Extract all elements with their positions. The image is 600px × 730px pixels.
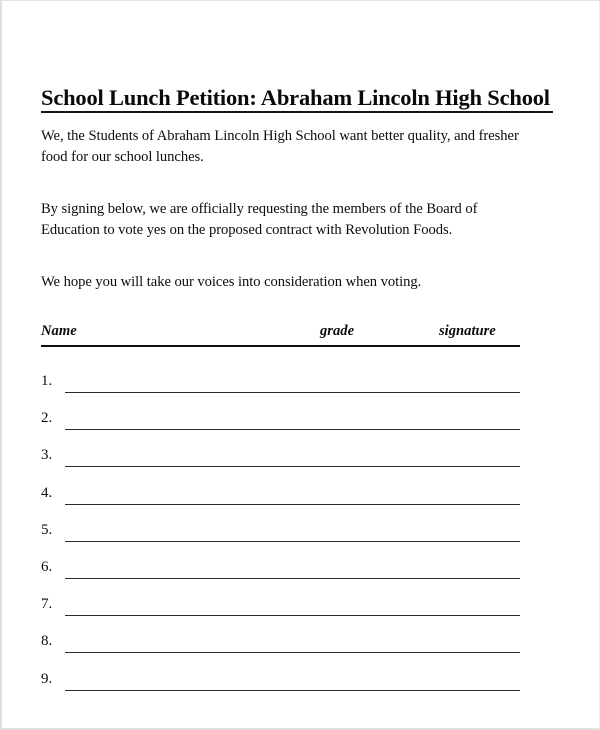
row-number: 3. xyxy=(41,447,53,464)
signature-blank-line[interactable] xyxy=(65,429,520,430)
row-number: 6. xyxy=(41,559,53,575)
paragraph-request: By signing below, we are officially requesting the members of the Board of Education to vote yes on the proposed contract with Revolution Foods. xyxy=(41,201,478,238)
table-row xyxy=(41,484,520,505)
row-number: 7. xyxy=(41,596,53,613)
row-number: 8. xyxy=(41,633,53,650)
signature-blank-line[interactable] xyxy=(65,578,520,579)
table-row xyxy=(41,446,520,467)
signature-blank-line[interactable] xyxy=(65,615,520,616)
table-row xyxy=(41,521,520,542)
column-header-grade: grade xyxy=(320,323,355,339)
table-row xyxy=(41,595,520,616)
column-header-name: Name xyxy=(41,323,77,339)
signature-blank-line[interactable] xyxy=(65,652,520,653)
table-row xyxy=(41,558,520,579)
table-row xyxy=(41,632,520,653)
column-header-signature: signature xyxy=(439,323,496,339)
signature-table-header xyxy=(41,323,520,347)
paragraph-closing: We hope you will take our voices into consideration when voting. xyxy=(41,274,422,290)
row-number: 1. xyxy=(41,373,53,389)
row-number: 9. xyxy=(41,670,53,687)
table-row xyxy=(41,670,520,691)
page-title: School Lunch Petition: Abraham Lincoln High School xyxy=(41,86,553,113)
signature-blank-line[interactable] xyxy=(65,541,520,542)
table-row xyxy=(41,372,520,393)
row-number: 2. xyxy=(41,410,53,427)
row-number: 5. xyxy=(41,521,53,538)
paragraph-intro: We, the Students of Abraham Lincoln High School want better quality, and fresher food for our school lunches. xyxy=(41,128,519,165)
signature-blank-line[interactable] xyxy=(65,392,520,393)
table-row xyxy=(41,409,520,430)
signature-blank-line[interactable] xyxy=(65,690,520,691)
row-number: 4. xyxy=(41,484,53,501)
signature-blank-line[interactable] xyxy=(65,504,520,505)
signature-blank-line[interactable] xyxy=(65,466,520,467)
